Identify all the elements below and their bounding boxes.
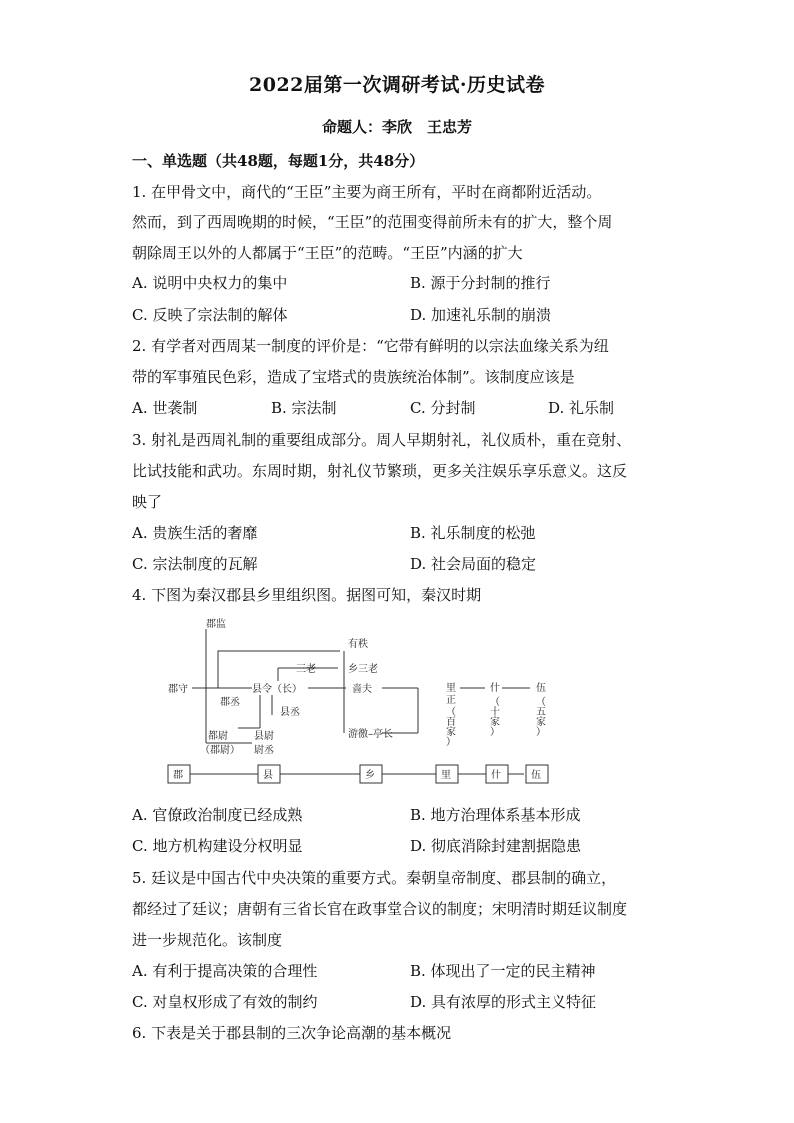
svg-text:）: ） [446, 737, 456, 748]
diagram-label-sefu: 啬夫 [352, 684, 372, 695]
q1-line-2: 然而，到了西周晚期的时候，“王臣”的范围变得前所未有的扩大，整个周 [132, 213, 613, 231]
level-li: 里 [441, 770, 451, 781]
qin-han-organization-diagram [160, 615, 560, 790]
svg-text:里: 里 [446, 683, 456, 694]
q1-option-a: A. 说明中央权力的集中 [132, 274, 288, 292]
q2-line-2: 带的军事殖民色彩，造成了宝塔式的贵族统治体制”。该制度应该是 [132, 368, 575, 386]
diagram-label-junwei: 都尉 [208, 731, 228, 742]
svg-text:）: ） [536, 727, 546, 738]
diagram-label-xianling: 县令（长） [252, 684, 302, 695]
q5-option-c: C. 对皇权形成了有效的制约 [132, 993, 318, 1011]
diagram-label-wu [536, 681, 546, 738]
q3-option-a: A. 贵族生活的奢靡 [132, 524, 258, 542]
svg-text:（: （ [490, 697, 500, 708]
diagram-label-youjiao: 游徼–亭长 [348, 729, 393, 740]
q1-line-1: 1. 在甲骨文中，商代的“王臣”主要为商王所有，平时在商都附近活动。 [132, 183, 602, 201]
q4-option-c: C. 地方机构建设分权明显 [132, 837, 303, 855]
svg-text:伍: 伍 [536, 683, 546, 694]
svg-text:）: ） [490, 727, 500, 738]
q3-option-c: C. 宗法制度的瓦解 [132, 555, 258, 573]
q5-option-b: B. 体现出了一定的民主精神 [410, 962, 596, 980]
section-heading: 一、单选题（共48题，每题1分，共48分） [132, 152, 425, 170]
q2-option-c: C. 分封制 [410, 399, 476, 417]
diagram-label-weicheng: 尉丞 [254, 745, 274, 756]
svg-text:什: 什 [490, 683, 500, 694]
q3-line-3: 映了 [132, 493, 163, 511]
q3-line-1: 3. 射礼是西周礼制的重要组成部分。周人早期射礼，礼仪质朴，重在竞射、 [132, 431, 632, 449]
diagram-label-juncheng: 郡丞 [220, 697, 240, 708]
diagram-label-jianyu: 郡监 [206, 619, 226, 630]
level-shi: 什 [491, 770, 501, 781]
svg-text:（: （ [446, 707, 456, 718]
svg-text:家: 家 [536, 717, 546, 728]
diagram-label-xianwei: 县尉 [254, 731, 274, 742]
diagram-label-junshou: 郡守 [168, 684, 188, 695]
q4-option-d: D. 彻底消除封建割据隐患 [410, 837, 582, 855]
svg-text:家: 家 [446, 727, 456, 738]
q5-option-a: A. 有利于提高决策的合理性 [132, 962, 318, 980]
diagram-label-sanlao: 三老 [296, 664, 316, 675]
q3-line-2: 比试技能和武功。东周时期，射礼仪节繁琐，更多关注娱乐享乐意义。这反 [132, 462, 628, 480]
level-wu: 伍 [531, 770, 541, 781]
level-xian: 县 [263, 770, 273, 781]
q4-option-b: B. 地方治理体系基本形成 [410, 806, 581, 824]
q3-option-d: D. 社会局面的稳定 [410, 555, 537, 573]
q5-option-d: D. 具有浓厚的形式主义特征 [410, 993, 597, 1011]
svg-text:（: （ [536, 697, 546, 708]
diagram-label-youzhi: 有秩 [348, 639, 368, 650]
exam-authors: 命题人：李欣 王忠芳 [321, 118, 472, 136]
q1-option-b: B. 源于分封制的推行 [410, 274, 551, 292]
level-jun: 郡 [173, 770, 183, 781]
q5-line-2: 都经过了廷议；唐朝有三省长官在政事堂合议的制度；宋明清时期廷议制度 [132, 900, 628, 918]
svg-text:百: 百 [446, 717, 456, 728]
svg-text:家: 家 [490, 717, 500, 728]
q3-option-b: B. 礼乐制度的松弛 [410, 524, 536, 542]
q1-option-d: D. 加速礼乐制的崩溃 [410, 306, 552, 324]
diagram-label-xiangsanlao: 乡三老 [348, 664, 378, 675]
q1-line-3: 朝除周王以外的人都属于“王臣”的范畴。“王臣”内涵的扩大 [132, 244, 523, 262]
diagram-label-xiancheng: 县丞 [280, 707, 300, 718]
q2-option-a: A. 世袭制 [132, 399, 198, 417]
svg-text:五: 五 [536, 707, 546, 718]
q4-option-a: A. 官僚政治制度已经成熟 [132, 806, 303, 824]
diagram-label-shi [490, 681, 500, 738]
diagram-label-lizheng [446, 682, 456, 748]
q2-line-1: 2. 有学者对西周某一制度的评价是：“它带有鲜明的以宗法血缘关系为纽 [132, 337, 609, 355]
exam-title: 2022届第一次调研考试·历史试卷 [249, 74, 545, 96]
level-xiang: 乡 [365, 770, 375, 781]
q2-option-d: D. 礼乐制 [548, 399, 615, 417]
q5-line-1: 5. 廷议是中国古代中央决策的重要方式。秦朝皇帝制度、郡县制的确立， [132, 869, 617, 887]
q6-line-1: 6. 下表是关于郡县制的三次争论高潮的基本概况 [132, 1024, 452, 1042]
q2-option-b: B. 宗法制 [271, 399, 337, 417]
svg-text:正: 正 [446, 695, 456, 706]
q5-line-3: 进一步规范化。该制度 [132, 931, 283, 949]
q1-option-c: C. 反映了宗法制的解体 [132, 306, 288, 324]
diagram-label-junwei-alt: （郡尉） [200, 745, 240, 756]
svg-text:十: 十 [490, 707, 500, 718]
q4-line-1: 4. 下图为秦汉郡县乡里组织图。据图可知，秦汉时期 [132, 586, 482, 604]
